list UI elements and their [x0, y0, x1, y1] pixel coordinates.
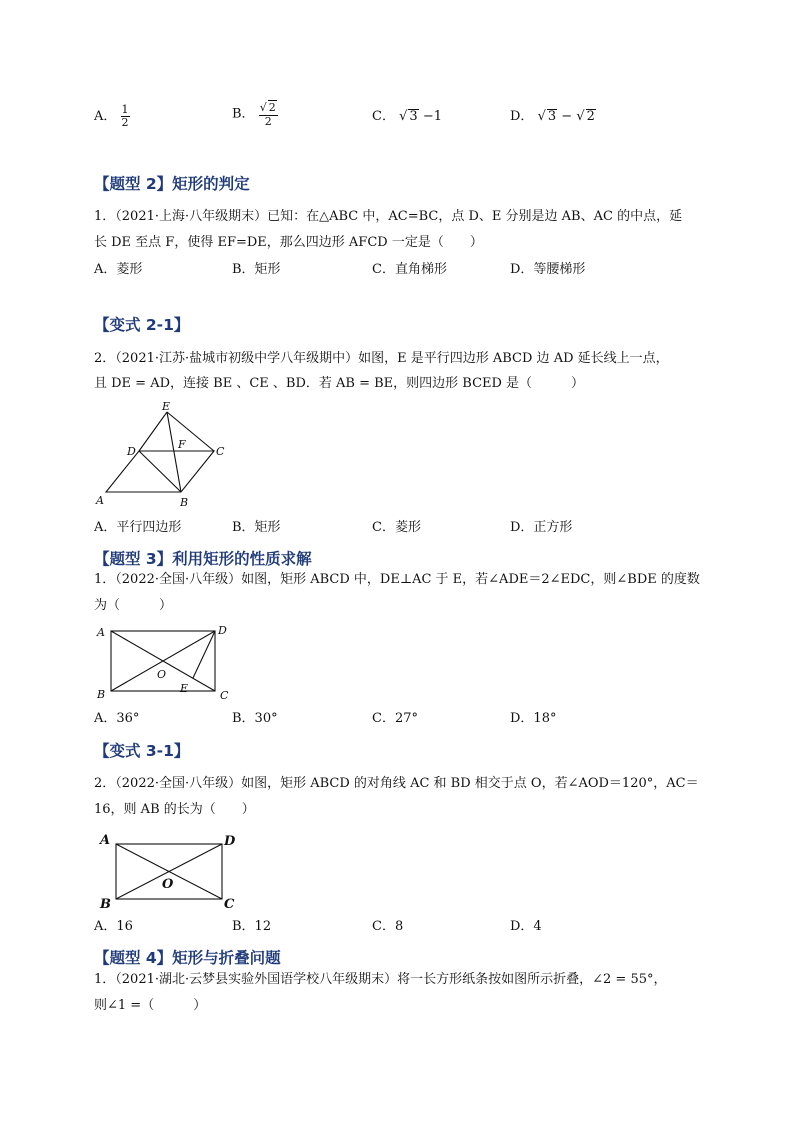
- option-d: D．4: [510, 919, 542, 934]
- point-label-o: O: [157, 668, 167, 681]
- option-b: B．矩形: [232, 520, 281, 535]
- question-text: 长 DE 至点 F，使得 EF=DE，那么四边形 AFCD 一定是（ ）: [94, 235, 483, 250]
- question-text: 1．（2022·全国·八年级）如图，矩形 ABCD 中，DE⊥AC 于 E，若∠ADE＝2∠EDC，则∠BDE 的度数: [94, 572, 700, 587]
- option-b: B．12: [232, 919, 272, 934]
- point-label-a: A: [96, 494, 104, 507]
- point-label-c: C: [224, 897, 235, 912]
- option-label: C．: [372, 109, 395, 124]
- fraction-denominator: 2: [264, 115, 272, 128]
- option-d: D．18°: [510, 711, 557, 726]
- point-label-a: A: [100, 833, 111, 848]
- expression-tail: −1: [422, 109, 442, 124]
- point-label-d: D: [218, 624, 227, 637]
- option-a: A．36°: [94, 711, 140, 726]
- point-label-o: O: [162, 877, 174, 892]
- option-c: C．27°: [372, 711, 418, 726]
- radicand: 2: [586, 109, 595, 124]
- point-label-e: E: [180, 682, 189, 695]
- option-d: D． √ 3 − √ 2: [510, 109, 595, 124]
- fraction-numerator: 1: [121, 103, 129, 116]
- fraction-denominator: 2: [121, 116, 129, 129]
- option-a: A．平行四边形: [94, 520, 182, 535]
- point-label-d: D: [127, 445, 136, 458]
- question-text: 2．（2022·全国·八年级）如图，矩形 ABCD 的对角线 AC 和 BD 相交于点 O，若∠AOD＝120°，AC＝: [94, 776, 699, 791]
- question-text: 且 DE = AD，连接 BE 、CE 、BD．若 AB = BE，则四边形 BCED 是（ ）: [94, 376, 585, 391]
- section-heading: 【题型 2】矩形的判定: [94, 175, 250, 193]
- option-d: D．等腰梯形: [510, 262, 586, 277]
- question-text: 为（ ）: [94, 598, 173, 613]
- option-d: D．正方形: [510, 520, 573, 535]
- point-label-b: B: [100, 897, 111, 912]
- section-heading: 【变式 3-1】: [94, 742, 190, 760]
- radicand: 3: [409, 109, 418, 124]
- question-text: 2．（2021·江苏·盐城市初级中学八年级期中）如图，E 是平行四边形 ABCD 边 AD 延长线上一点，: [94, 351, 669, 366]
- fraction-numerator: √ 2: [259, 101, 276, 114]
- option-label: A．: [94, 109, 117, 124]
- point-label-b: B: [180, 496, 189, 509]
- minus-sign: −: [561, 109, 573, 124]
- question-text: 1．（2021·湖北·云梦县实验外国语学校八年级期末）将一长方形纸条按如图所示折叠，∠2 = 55°，: [94, 972, 667, 987]
- section-heading: 【变式 2-1】: [94, 316, 190, 334]
- point-label-c: C: [216, 445, 225, 458]
- point-label-f: F: [178, 438, 186, 451]
- radicand: 2: [268, 101, 276, 114]
- option-b: B．矩形: [232, 262, 281, 277]
- radicand: 3: [547, 109, 557, 124]
- question-text: 16，则 AB 的长为（ ）: [94, 802, 255, 817]
- option-b: B．30°: [232, 711, 278, 726]
- point-label-b: B: [97, 688, 106, 701]
- option-a: A．16: [94, 919, 133, 934]
- option-c: C． √ 3 −1: [372, 109, 442, 124]
- section-heading: 【题型 3】利用矩形的性质求解: [94, 550, 312, 568]
- point-label-d: D: [224, 834, 236, 849]
- point-label-e: E: [162, 400, 171, 413]
- point-label-c: C: [220, 689, 229, 702]
- point-label-a: A: [97, 626, 105, 639]
- option-c: C．8: [372, 919, 404, 934]
- option-c: C．直角梯形: [372, 262, 447, 277]
- option-a: A．菱形: [94, 262, 143, 277]
- option-label: D．: [510, 109, 534, 124]
- question-text: 1．（2021·上海·八年级期末）已知：在△ABC 中，AC=BC，点 D、E 分别是边 AB、AC 的中点，延: [94, 209, 683, 224]
- option-label: B．: [232, 106, 255, 122]
- section-heading: 【题型 4】矩形与折叠问题: [94, 949, 281, 967]
- option-c: C．菱形: [372, 520, 421, 535]
- question-text: 则∠1 =（ ）: [94, 998, 207, 1013]
